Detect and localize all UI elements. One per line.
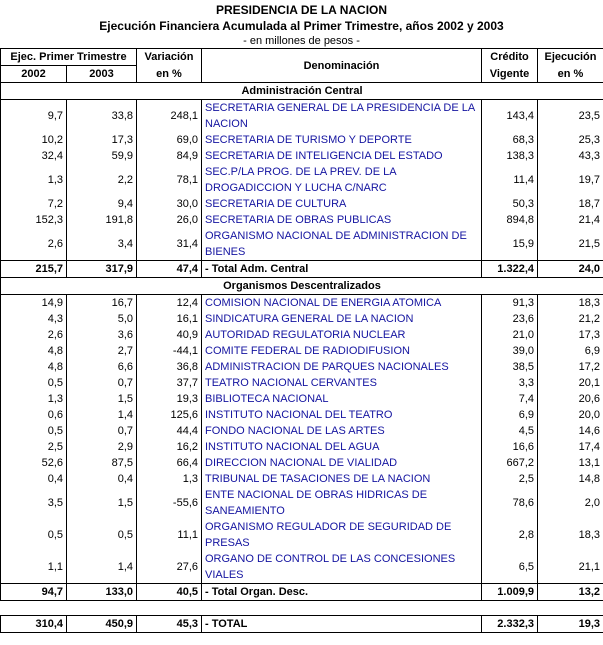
- report-unit: - en millones de pesos -: [243, 35, 360, 47]
- cell-cred: 68,3: [482, 132, 538, 148]
- cell-cred: 1.009,9: [482, 584, 538, 601]
- cell-ejec: 21,5: [538, 228, 603, 261]
- cell-y2002: 152,3: [1, 212, 67, 228]
- cell-den: SEC.P/LA PROG. DE LA PREV. DE LA DROGADICCION Y LUCHA C/NARC: [202, 164, 482, 196]
- cell-den: ORGANISMO REGULADOR DE SEGURIDAD DE PRESAS: [202, 519, 482, 551]
- cell-den: SECRETARIA DE OBRAS PUBLICAS: [202, 212, 482, 228]
- cell-ejec: 2,0: [538, 487, 603, 519]
- cell-ejec: 17,3: [538, 327, 603, 343]
- cell-den: SECRETARIA GENERAL DE LA PRESIDENCIA DE LA NACION: [202, 100, 482, 133]
- table-row: [1, 375, 603, 391]
- cell-den: ENTE NACIONAL DE OBRAS HIDRICAS DE SANEAMIENTO: [202, 487, 482, 519]
- cell-y2002: 310,4: [1, 616, 67, 633]
- cell-cred: 78,6: [482, 487, 538, 519]
- cell-ejec: 19,3: [538, 616, 603, 633]
- section-title-row: [1, 83, 603, 100]
- table-row: [1, 455, 603, 471]
- cell-var: 30,0: [137, 196, 202, 212]
- cell-den: INSTITUTO NACIONAL DEL AGUA: [202, 439, 482, 455]
- cell-ejec: 23,5: [538, 100, 603, 133]
- cell-y2002: 94,7: [1, 584, 67, 601]
- cell-var: 44,4: [137, 423, 202, 439]
- cell-var: 248,1: [137, 100, 202, 133]
- cell-ejec: 24,0: [538, 261, 603, 278]
- cell-y2003: 6,6: [67, 359, 137, 375]
- cell-den: DIRECCION NACIONAL DE VIALIDAD: [202, 455, 482, 471]
- cell-ejec: 14,8: [538, 471, 603, 487]
- cell-var: 78,1: [137, 164, 202, 196]
- cell-ejec: 21,4: [538, 212, 603, 228]
- cell-cred: 23,6: [482, 311, 538, 327]
- cell-var: 84,9: [137, 148, 202, 164]
- cell-var: -44,1: [137, 343, 202, 359]
- cell-cred: 2,5: [482, 471, 538, 487]
- cell-ejec: 20,1: [538, 375, 603, 391]
- cell-den: ORGANISMO NACIONAL DE ADMINISTRACION DE BIENES: [202, 228, 482, 261]
- cell-y2003: 2,9: [67, 439, 137, 455]
- cell-y2003: 3,4: [67, 228, 137, 261]
- cell-cred: 6,5: [482, 551, 538, 584]
- cell-y2002: 0,5: [1, 423, 67, 439]
- cell-y2002: 7,2: [1, 196, 67, 212]
- cell-y2002: 1,1: [1, 551, 67, 584]
- cell-y2002: 215,7: [1, 261, 67, 278]
- cell-ejec: 14,6: [538, 423, 603, 439]
- execution-table: [0, 48, 603, 633]
- cell-ejec: 18,3: [538, 295, 603, 312]
- cell-cred: 39,0: [482, 343, 538, 359]
- table-row: [1, 407, 603, 423]
- cell-y2002: 9,7: [1, 100, 67, 133]
- cell-ejec: 19,7: [538, 164, 603, 196]
- table-row: [1, 551, 603, 584]
- table-row: [1, 343, 603, 359]
- cell-cred: 138,3: [482, 148, 538, 164]
- cell-var: 19,3: [137, 391, 202, 407]
- cell-den: SECRETARIA DE CULTURA: [202, 196, 482, 212]
- header-vigente: Vigente: [482, 66, 538, 83]
- cell-y2003: 450,9: [67, 616, 137, 633]
- cell-cred: 38,5: [482, 359, 538, 375]
- cell-y2003: 59,9: [67, 148, 137, 164]
- section-title: Administración Central: [1, 83, 603, 100]
- cell-cred: 2,8: [482, 519, 538, 551]
- cell-y2002: 1,3: [1, 164, 67, 196]
- cell-y2002: 14,9: [1, 295, 67, 312]
- cell-y2002: 4,8: [1, 359, 67, 375]
- cell-cred: 50,3: [482, 196, 538, 212]
- cell-var: 26,0: [137, 212, 202, 228]
- cell-ejec: 20,0: [538, 407, 603, 423]
- header-ejecucion: Ejecución: [538, 49, 603, 66]
- cell-var: 47,4: [137, 261, 202, 278]
- cell-y2003: 2,2: [67, 164, 137, 196]
- cell-ejec: 18,3: [538, 519, 603, 551]
- report-title: PRESIDENCIA DE LA NACION: [215, 3, 388, 17]
- cell-y2002: 2,5: [1, 439, 67, 455]
- cell-var: 1,3: [137, 471, 202, 487]
- cell-ejec: 25,3: [538, 132, 603, 148]
- cell-den: SINDICATURA GENERAL DE LA NACION: [202, 311, 482, 327]
- cell-den: INSTITUTO NACIONAL DEL TEATRO: [202, 407, 482, 423]
- cell-den: SECRETARIA DE TURISMO Y DEPORTE: [202, 132, 482, 148]
- cell-y2003: 17,3: [67, 132, 137, 148]
- cell-y2002: 32,4: [1, 148, 67, 164]
- table-row: [1, 148, 603, 164]
- table-row: [1, 132, 603, 148]
- cell-den: BIBLIOTECA NACIONAL: [202, 391, 482, 407]
- cell-cred: 4,5: [482, 423, 538, 439]
- table-row: [1, 164, 603, 196]
- table-row: [1, 228, 603, 261]
- cell-den: - TOTAL: [202, 616, 482, 633]
- header-year-2002: 2002: [1, 66, 67, 83]
- cell-y2003: 3,6: [67, 327, 137, 343]
- cell-var: 40,9: [137, 327, 202, 343]
- cell-den: - Total Organ. Desc.: [202, 584, 482, 601]
- cell-y2003: 1,5: [67, 391, 137, 407]
- cell-var: 125,6: [137, 407, 202, 423]
- cell-y2002: 3,5: [1, 487, 67, 519]
- cell-y2003: 1,4: [67, 551, 137, 584]
- cell-y2003: 1,4: [67, 407, 137, 423]
- cell-y2003: 0,5: [67, 519, 137, 551]
- cell-y2002: 52,6: [1, 455, 67, 471]
- cell-y2002: 0,4: [1, 471, 67, 487]
- cell-ejec: 17,2: [538, 359, 603, 375]
- cell-y2003: 9,4: [67, 196, 137, 212]
- cell-y2003: 2,7: [67, 343, 137, 359]
- cell-var: 36,8: [137, 359, 202, 375]
- cell-ejec: 6,9: [538, 343, 603, 359]
- header-denominacion: Denominación: [202, 49, 482, 83]
- table-row: [1, 359, 603, 375]
- table-row: [1, 471, 603, 487]
- cell-ejec: 21,2: [538, 311, 603, 327]
- cell-y2002: 0,5: [1, 375, 67, 391]
- cell-ejec: 20,6: [538, 391, 603, 407]
- cell-ejec: 13,2: [538, 584, 603, 601]
- cell-den: SECRETARIA DE INTELIGENCIA DEL ESTADO: [202, 148, 482, 164]
- cell-y2003: 0,7: [67, 375, 137, 391]
- table-row: [1, 391, 603, 407]
- table-row: [1, 327, 603, 343]
- header-credito: Crédito: [482, 49, 538, 66]
- header-year-2003: 2003: [67, 66, 137, 83]
- table-row: [1, 423, 603, 439]
- cell-y2003: 0,4: [67, 471, 137, 487]
- cell-ejec: 21,1: [538, 551, 603, 584]
- table-row: [1, 311, 603, 327]
- cell-var: 37,7: [137, 375, 202, 391]
- cell-var: 66,4: [137, 455, 202, 471]
- cell-y2003: 0,7: [67, 423, 137, 439]
- cell-cred: 7,4: [482, 391, 538, 407]
- cell-y2003: 191,8: [67, 212, 137, 228]
- cell-var: 16,2: [137, 439, 202, 455]
- cell-var: 45,3: [137, 616, 202, 633]
- cell-cred: 91,3: [482, 295, 538, 312]
- table-row: [1, 295, 603, 312]
- section-title-row: [1, 278, 603, 295]
- cell-ejec: 17,4: [538, 439, 603, 455]
- section-total-row: [1, 261, 603, 278]
- cell-cred: 15,9: [482, 228, 538, 261]
- cell-y2002: 2,6: [1, 327, 67, 343]
- cell-den: FONDO NACIONAL DE LAS ARTES: [202, 423, 482, 439]
- cell-y2002: 4,8: [1, 343, 67, 359]
- cell-cred: 894,8: [482, 212, 538, 228]
- cell-den: - Total Adm. Central: [202, 261, 482, 278]
- cell-var: 40,5: [137, 584, 202, 601]
- cell-y2003: 317,9: [67, 261, 137, 278]
- cell-var: 31,4: [137, 228, 202, 261]
- cell-y2003: 33,8: [67, 100, 137, 133]
- cell-y2002: 2,6: [1, 228, 67, 261]
- table-row: [1, 519, 603, 551]
- cell-cred: 143,4: [482, 100, 538, 133]
- table-row: [1, 196, 603, 212]
- header-var-pct: en %: [137, 66, 202, 83]
- cell-cred: 6,9: [482, 407, 538, 423]
- cell-cred: 3,3: [482, 375, 538, 391]
- cell-var: -55,6: [137, 487, 202, 519]
- cell-var: 12,4: [137, 295, 202, 312]
- cell-y2003: 87,5: [67, 455, 137, 471]
- table-row: [1, 212, 603, 228]
- cell-y2003: 1,5: [67, 487, 137, 519]
- cell-den: TRIBUNAL DE TASACIONES DE LA NACION: [202, 471, 482, 487]
- spacer-row: [1, 601, 603, 616]
- cell-den: COMITE FEDERAL DE RADIODIFUSION: [202, 343, 482, 359]
- cell-y2002: 4,3: [1, 311, 67, 327]
- spacer-cell: [1, 601, 603, 616]
- report-subtitle: Ejecución Financiera Acumulada al Primer Trimestre, años 2002 y 2003: [99, 19, 504, 33]
- header-row-1: [1, 49, 603, 66]
- cell-cred: 16,6: [482, 439, 538, 455]
- section-total-row: [1, 584, 603, 601]
- cell-cred: 1.322,4: [482, 261, 538, 278]
- cell-den: AUTORIDAD REGULATORIA NUCLEAR: [202, 327, 482, 343]
- cell-den: COMISION NACIONAL DE ENERGIA ATOMICA: [202, 295, 482, 312]
- cell-cred: 21,0: [482, 327, 538, 343]
- cell-ejec: 43,3: [538, 148, 603, 164]
- header-ejec: Ejec. Primer Trimestre: [1, 49, 137, 66]
- cell-cred: 11,4: [482, 164, 538, 196]
- table-row: [1, 487, 603, 519]
- cell-y2003: 16,7: [67, 295, 137, 312]
- table-row: [1, 100, 603, 133]
- cell-var: 27,6: [137, 551, 202, 584]
- cell-y2003: 133,0: [67, 584, 137, 601]
- header-variacion: Variación: [137, 49, 202, 66]
- cell-den: ORGANO DE CONTROL DE LAS CONCESIONES VIALES: [202, 551, 482, 584]
- table-row: [1, 439, 603, 455]
- cell-var: 69,0: [137, 132, 202, 148]
- cell-y2002: 10,2: [1, 132, 67, 148]
- cell-den: ADMINISTRACION DE PARQUES NACIONALES: [202, 359, 482, 375]
- grand-total-row: [1, 616, 603, 633]
- cell-y2002: 0,5: [1, 519, 67, 551]
- cell-cred: 667,2: [482, 455, 538, 471]
- cell-y2003: 5,0: [67, 311, 137, 327]
- cell-var: 16,1: [137, 311, 202, 327]
- cell-cred: 2.332,3: [482, 616, 538, 633]
- cell-den: TEATRO NACIONAL CERVANTES: [202, 375, 482, 391]
- section-title: Organismos Descentralizados: [1, 278, 603, 295]
- cell-y2002: 0,6: [1, 407, 67, 423]
- cell-ejec: 18,7: [538, 196, 603, 212]
- cell-y2002: 1,3: [1, 391, 67, 407]
- cell-var: 11,1: [137, 519, 202, 551]
- cell-ejec: 13,1: [538, 455, 603, 471]
- header-ejec-pct: en %: [538, 66, 603, 83]
